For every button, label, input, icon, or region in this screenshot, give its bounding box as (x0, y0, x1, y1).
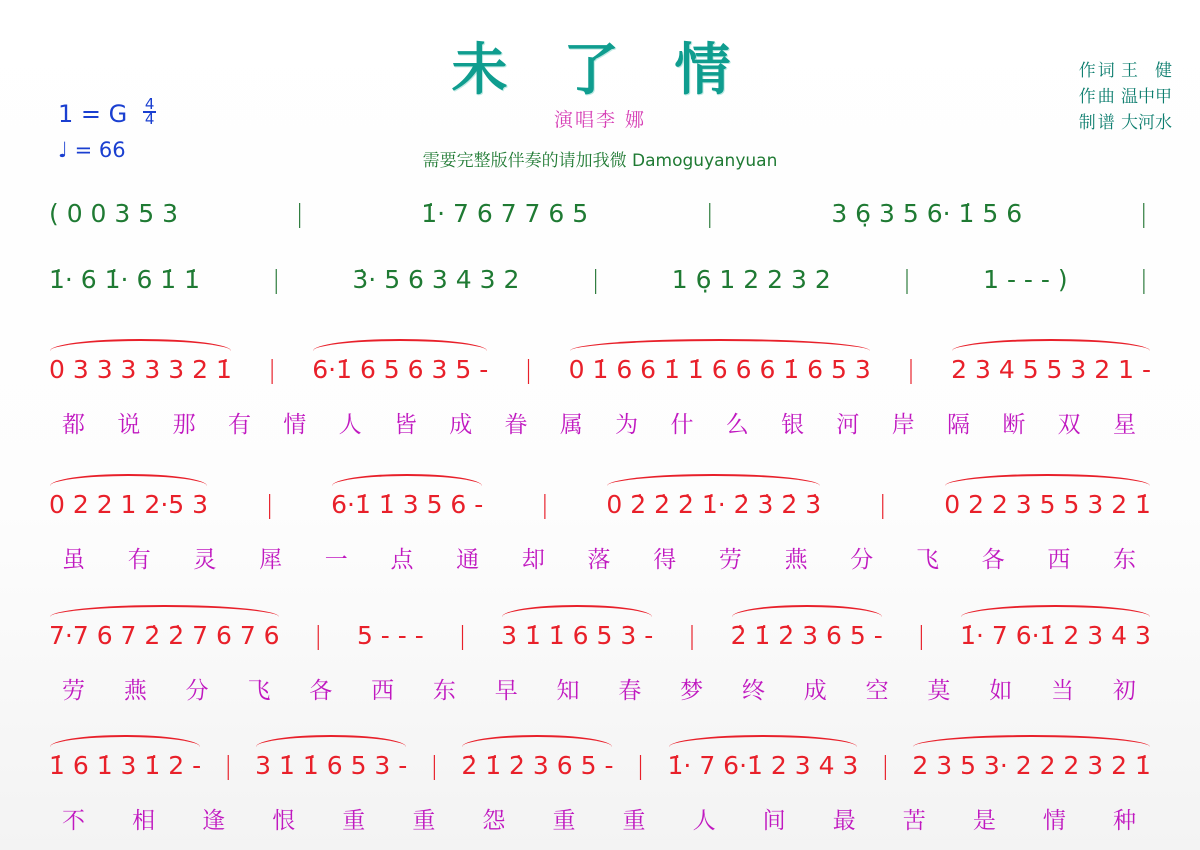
measure: 1̇· 7 6·1̇ 2 3 4 3 (667, 748, 860, 784)
barline: | (591, 265, 600, 294)
barline: | (705, 199, 714, 228)
barline: | (265, 490, 274, 519)
measure: 3 6̣ 3 5 6· 1̇ 5 6 (831, 199, 1023, 228)
lyric-syllable: 早 (494, 678, 520, 704)
lyric-syllable: 为 (615, 412, 641, 438)
stave-5 (0, 618, 1200, 705)
lyric-syllable: 双 (1057, 412, 1083, 438)
measure: 2̇ 1̇ 2̇ 3 6 5 - (730, 618, 884, 654)
credit-composer (1079, 84, 1172, 110)
measure: 5 - - - (356, 621, 424, 650)
lyric-syllable: 劳 (62, 678, 87, 704)
stave-5-notes (0, 618, 1200, 654)
lyric-syllable: 眷 (504, 412, 530, 438)
lyric-syllable: 各 (309, 678, 335, 704)
lyric-syllable: 种 (1112, 808, 1138, 834)
credits-block (1079, 58, 1172, 136)
lyric-syllable: 通 (456, 547, 482, 573)
lyric-syllable: 有 (227, 412, 253, 438)
lyric-syllable: 却 (521, 547, 547, 573)
measure: 2 3 5 3· 2 2 2 3 2 1̇ (911, 748, 1152, 784)
lyric-syllable: 点 (390, 547, 416, 573)
lyric-syllable: 重 (622, 808, 648, 834)
lyric-syllable: 人 (338, 412, 364, 438)
measure: 1 6̣ 1 2 2 3 2 (671, 265, 831, 294)
lyric-syllable: 犀 (259, 547, 285, 573)
lyric-syllable: 空 (865, 678, 891, 704)
measure: 3 1̇ 1̇ 6 5 3 - (500, 618, 654, 654)
lyric-syllable: 星 (1112, 412, 1138, 438)
lyric-syllable: 恨 (272, 808, 298, 834)
measure: 1̇· 6 1̇· 6 1̇ 1̇ (49, 265, 201, 294)
stave-3 (0, 352, 1200, 439)
barline: | (295, 199, 304, 228)
lyric-syllable: 那 (172, 412, 198, 438)
lyric-syllable: 逢 (202, 808, 228, 834)
lyric-syllable: 都 (62, 412, 87, 438)
barline: | (906, 355, 916, 384)
lyric-syllable: 怨 (482, 808, 508, 834)
lyric-syllable: 飞 (247, 678, 273, 704)
lyric-syllable: 相 (132, 808, 158, 834)
lyric-syllable: 重 (342, 808, 368, 834)
lyric-syllable: 隔 (947, 412, 972, 438)
stave-1-notes (0, 196, 1200, 232)
measure: 1̇· 7 6 7 7 6 5 (421, 199, 589, 228)
measure: 2 3 4 5 5 3 2 1 - (950, 352, 1152, 388)
measure: ( 0 0 3 5 3 (49, 199, 179, 228)
tempo-marking: ♩ = 66 (58, 138, 126, 162)
measure: 3 1̇ 1̇ 6 5 3 - (254, 748, 408, 784)
measure: 7·7 6 7 2̇ 2̇ 7 6 7 6 (48, 618, 281, 654)
barline: | (881, 751, 890, 780)
lyric-syllable: 西 (1047, 547, 1073, 573)
barline: | (458, 621, 467, 650)
lyric-syllable: 么 (725, 412, 751, 438)
lyric-syllable: 初 (1112, 678, 1138, 704)
lyric-syllable: 东 (1113, 547, 1138, 573)
barline: | (272, 265, 281, 294)
lyric-syllable: 西 (371, 678, 397, 704)
barline: | (223, 751, 233, 780)
barline: | (1139, 199, 1148, 228)
lyric-syllable: 岸 (891, 412, 917, 438)
measure: 0 2̇ 2̇ 2̇ 1̇· 2̇ 3̇ 2̇ 3̇ (605, 487, 822, 523)
stave-6-notes (0, 748, 1200, 784)
lyric-syllable: 断 (1002, 412, 1028, 438)
lyric-syllable: 各 (981, 547, 1007, 573)
time-signature-numerator: 4 (144, 95, 155, 113)
lyric-syllable: 劳 (718, 547, 744, 573)
lyric-syllable: 终 (741, 678, 767, 704)
lyric-syllable: 燕 (784, 547, 810, 573)
lyric-syllable: 是 (972, 808, 998, 834)
lyric-syllable: 飞 (915, 547, 941, 573)
stave-2 (0, 262, 1200, 298)
barline: | (917, 621, 926, 650)
lyric-syllable: 虽 (62, 547, 87, 573)
lyric-syllable: 春 (618, 678, 644, 704)
key-signature-text: 1 = G (58, 100, 128, 128)
lyric-syllable: 成 (449, 412, 475, 438)
measure: 6·1̇ 6 5 6 3 5 - (311, 352, 489, 388)
measure: 3̇· 5 6 3 4 3 2 (352, 265, 520, 294)
stave-2-notes (0, 262, 1200, 298)
stave-5-lyrics (0, 672, 1200, 705)
stave-1 (0, 196, 1200, 232)
lyric-syllable: 最 (832, 808, 858, 834)
credit-lyricist-label: 作词 (1078, 61, 1117, 80)
lyric-syllable: 情 (1042, 808, 1068, 834)
lyric-syllable: 灵 (193, 547, 219, 573)
barline: | (902, 265, 912, 294)
lyric-syllable: 属 (559, 412, 585, 438)
page-title: 未 了 情 (451, 38, 749, 103)
lyric-syllable: 莫 (927, 678, 953, 704)
barline: | (524, 355, 533, 384)
lyric-syllable: 情 (283, 412, 309, 438)
lyric-syllable: 银 (781, 412, 807, 438)
lyric-syllable: 皆 (393, 412, 419, 438)
barline: | (878, 490, 887, 519)
stave-6-lyrics (0, 802, 1200, 835)
lyric-syllable: 分 (850, 547, 876, 573)
credit-transcriber-value: 大河水 (1121, 113, 1172, 132)
measure: 1̇· 7 6·1̇ 2 3 4 3 (959, 618, 1152, 654)
lyric-syllable: 间 (762, 808, 788, 834)
measure: 1 - - - ) (983, 265, 1068, 294)
lyric-syllable: 一 (324, 547, 350, 573)
barline: | (687, 621, 697, 650)
lyric-syllable: 人 (692, 808, 718, 834)
time-signature-denominator: 4 (144, 110, 155, 128)
lyric-syllable: 落 (587, 547, 613, 573)
barline: | (267, 355, 277, 384)
measure: 0 2 2 3 5 5 3 2 1̇ (943, 487, 1152, 523)
lyric-syllable: 苦 (902, 808, 928, 834)
key-signature (58, 95, 156, 128)
credit-transcriber (1079, 110, 1172, 136)
lyric-syllable: 知 (556, 678, 582, 704)
singer-credit: 演唱李 娜 (553, 109, 647, 131)
credit-composer-value: 温中甲 (1121, 87, 1172, 106)
barline: | (540, 490, 550, 519)
stave-4-notes (0, 487, 1200, 523)
credit-lyricist (1079, 58, 1172, 84)
lyric-syllable: 分 (185, 678, 211, 704)
lyric-syllable: 东 (432, 678, 458, 704)
measure: 0 2 2 1 2·5 3 (48, 487, 209, 523)
lyric-syllable: 不 (62, 808, 87, 834)
credit-composer-label: 作曲 (1078, 87, 1117, 106)
measure: 6·1̇ 1̇ 3 5 6 - (330, 487, 484, 523)
credit-transcriber-label: 制谱 (1078, 113, 1117, 132)
lyric-syllable: 如 (989, 678, 1015, 704)
stave-3-notes (0, 352, 1200, 388)
measure: 0 3 3 3 3 3 2 1̇ (48, 352, 233, 388)
promo-note: 需要完整版伴奏的请加我微 Damoguyanyuan (422, 151, 778, 171)
stave-6 (0, 748, 1200, 835)
credit-lyricist-value: 王 健 (1121, 61, 1172, 80)
lyric-syllable: 燕 (123, 678, 149, 704)
barline: | (1139, 265, 1148, 294)
lyric-syllable: 成 (803, 678, 829, 704)
measure: 0 1̇ 6 6 1̇ 1̇ 6 6 6 1̇ 6 5 3 (568, 352, 872, 388)
time-signature (143, 95, 157, 128)
barline: | (314, 621, 323, 650)
lyric-syllable: 说 (117, 412, 143, 438)
stave-3-lyrics (0, 406, 1200, 439)
lyric-syllable: 河 (836, 412, 862, 438)
lyric-syllable: 当 (1051, 678, 1076, 704)
stave-4-lyrics (0, 541, 1200, 574)
measure: 2̇ 1̇ 2̇ 3 6 5 - (460, 748, 614, 784)
lyric-syllable: 有 (127, 547, 153, 573)
lyric-syllable: 重 (412, 808, 438, 834)
lyric-syllable: 重 (552, 808, 578, 834)
barline: | (636, 751, 645, 780)
barline: | (430, 751, 439, 780)
stave-4 (0, 487, 1200, 574)
lyric-syllable: 梦 (680, 678, 706, 704)
measure: 1̇ 6 1̇ 3 1̇ 2 - (48, 748, 202, 784)
lyric-syllable: 什 (670, 412, 696, 438)
lyric-syllable: 得 (653, 547, 679, 573)
